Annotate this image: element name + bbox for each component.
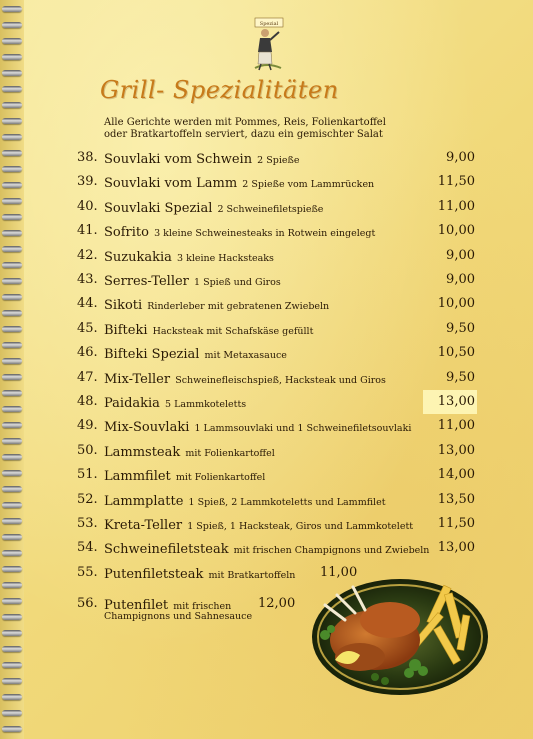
- item-number: 53.: [77, 516, 98, 531]
- item-description: mit Metaxasauce: [204, 350, 287, 362]
- item-price: 13,00: [425, 392, 475, 412]
- item-name: Mix-Souvlaki: [104, 420, 190, 436]
- menu-item: [0, 148, 533, 168]
- item-name: Sofrito: [104, 225, 149, 241]
- binding-ring: [2, 22, 22, 28]
- intro-line-2: oder Bratkartoffeln serviert, dazu ein gemischter Salat: [104, 129, 383, 140]
- item-price: 12,00: [258, 596, 296, 611]
- item-description: 2 Spieße vom Lammrücken: [242, 179, 375, 191]
- item-name: Serres-Teller: [104, 274, 189, 289]
- item-name: Kreta-Teller: [104, 518, 183, 533]
- item-description: 5 Lammkoteletts: [165, 399, 247, 410]
- item-description: Schweinefleischspieß, Hacksteak und Giros: [175, 374, 386, 386]
- item-name: Suzukakia: [104, 249, 172, 265]
- item-name: Paidakia: [104, 396, 160, 411]
- item-number: 44.: [77, 296, 98, 312]
- item-description: 2 Schweinefiletspieße: [217, 203, 324, 215]
- item-price: 9,00: [446, 272, 475, 287]
- item-name: Souvlaki vom Schwein: [104, 152, 253, 167]
- menu-item: [0, 221, 533, 241]
- item-number: 38.: [77, 150, 98, 165]
- item-description: mit frischen: [173, 601, 232, 612]
- menu-item: [0, 392, 533, 412]
- binding-ring: [2, 134, 22, 140]
- item-description: mit Bratkartoffeln: [208, 569, 296, 581]
- item-number: 40.: [77, 198, 98, 214]
- logo-banner-text: Spezial: [259, 21, 279, 27]
- item-name: Sikoti: [104, 298, 143, 314]
- item-number: 47.: [77, 369, 98, 385]
- item-price: 10,00: [437, 296, 475, 312]
- item-price: 13,00: [437, 442, 475, 458]
- item-number: 56.: [77, 596, 98, 611]
- intro-line-1: Alle Gerichte werden mit Pommes, Reis, Folienkartoffel: [104, 117, 386, 128]
- item-number: 43.: [77, 272, 98, 287]
- item-number: 50.: [77, 442, 98, 458]
- item-description: 1 Spieß, 1 Hacksteak, Giros und Lammkotelett: [187, 521, 414, 532]
- menu-item: [0, 343, 533, 363]
- menu-item: [0, 246, 533, 266]
- item-description: 1 Spieß und Giros: [194, 277, 281, 288]
- menu-item: [0, 416, 533, 436]
- binding-ring: [2, 710, 22, 716]
- menu-item: [0, 465, 533, 485]
- item-price: 10,00: [437, 223, 475, 239]
- item-description: 1 Lammsouvlaki und 1 Schweinefiletsouvlaki: [194, 423, 412, 435]
- item-name: Mix-Teller: [104, 371, 171, 387]
- item-number: 45.: [77, 320, 98, 336]
- item-price: 11,50: [437, 516, 475, 531]
- menu-item: [0, 441, 533, 461]
- item-description: mit Folienkartoffel: [185, 447, 275, 459]
- binding-ring: [2, 70, 22, 76]
- item-price: 10,50: [437, 345, 475, 361]
- item-number: 48.: [77, 394, 98, 409]
- menu-item: [0, 514, 533, 534]
- binding-ring: [2, 678, 22, 684]
- item-number: 42.: [77, 247, 98, 263]
- item-number: 41.: [77, 223, 98, 239]
- item-price: 11,00: [437, 198, 475, 214]
- item-description: mit Folienkartoffel: [175, 472, 266, 484]
- menu-item: [0, 172, 533, 192]
- menu-item: [0, 270, 533, 290]
- item-description-line2: Champignons und Sahnesauce: [104, 611, 253, 622]
- intro-text: [104, 117, 424, 141]
- item-name: Putenfilet: [104, 598, 169, 613]
- item-number: 49.: [77, 418, 98, 434]
- item-number: 55.: [77, 564, 98, 580]
- item-price: 9,50: [446, 369, 475, 385]
- menu-item: [0, 294, 533, 314]
- item-price: 9,00: [446, 150, 475, 165]
- binding-ring: [2, 118, 22, 124]
- item-description: mit frischen Champignons und Zwiebeln: [233, 545, 430, 557]
- item-number: 52.: [77, 491, 98, 507]
- item-description: 2 Spieße: [257, 155, 300, 166]
- item-price: 13,50: [437, 491, 475, 507]
- item-name: Souvlaki vom Lamm: [104, 176, 238, 192]
- waiter-figure-logo: [245, 14, 290, 72]
- menu-item: [0, 538, 533, 558]
- item-description: Rinderleber mit gebratenen Zwiebeln: [147, 301, 330, 313]
- binding-ring: [2, 102, 22, 108]
- binding-ring: [2, 54, 22, 60]
- item-name: Bifteki Spezial: [104, 347, 200, 363]
- item-name: Lammsteak: [104, 444, 181, 460]
- binding-ring: [2, 38, 22, 44]
- item-price: 11,00: [320, 564, 358, 580]
- item-name: Bifteki: [104, 322, 148, 338]
- binding-ring: [2, 662, 22, 668]
- food-photo: [305, 565, 490, 700]
- binding-ring: [2, 646, 22, 652]
- item-price: 14,00: [437, 467, 475, 483]
- item-number: 39.: [77, 174, 98, 190]
- item-description: 1 Spieß, 2 Lammkoteletts und Lammfilet: [188, 496, 386, 508]
- item-price: 9,00: [446, 247, 475, 263]
- item-name: Lammplatte: [104, 493, 184, 509]
- menu-item: [0, 368, 533, 388]
- item-price: 13,00: [437, 540, 475, 556]
- item-name: Lammfilet: [104, 469, 171, 485]
- item-description: 3 kleine Schweinesteaks in Rotwein eingelegt: [154, 228, 376, 240]
- item-price: 11,00: [437, 418, 475, 434]
- binding-ring: [2, 694, 22, 700]
- item-name: Putenfiletsteak: [104, 566, 204, 582]
- item-name: Schweinefiletsteak: [104, 542, 229, 558]
- menu-item: [0, 197, 533, 217]
- item-description: Hacksteak mit Schafskäse gefüllt: [152, 325, 314, 337]
- item-name: Souvlaki Spezial: [104, 200, 213, 216]
- item-description: 3 kleine Hacksteaks: [177, 252, 274, 264]
- menu-item: [0, 490, 533, 510]
- item-number: 46.: [77, 345, 98, 361]
- item-price: 9,50: [446, 320, 475, 336]
- binding-ring: [2, 726, 22, 732]
- item-price: 11,50: [437, 174, 475, 190]
- item-number: 54.: [77, 540, 98, 556]
- binding-ring: [2, 6, 22, 12]
- binding-ring: [2, 582, 22, 588]
- page-title: Grill- Spezialitäten: [100, 76, 339, 104]
- binding-ring: [2, 86, 22, 92]
- item-number: 51.: [77, 467, 98, 483]
- menu-item: [0, 319, 533, 339]
